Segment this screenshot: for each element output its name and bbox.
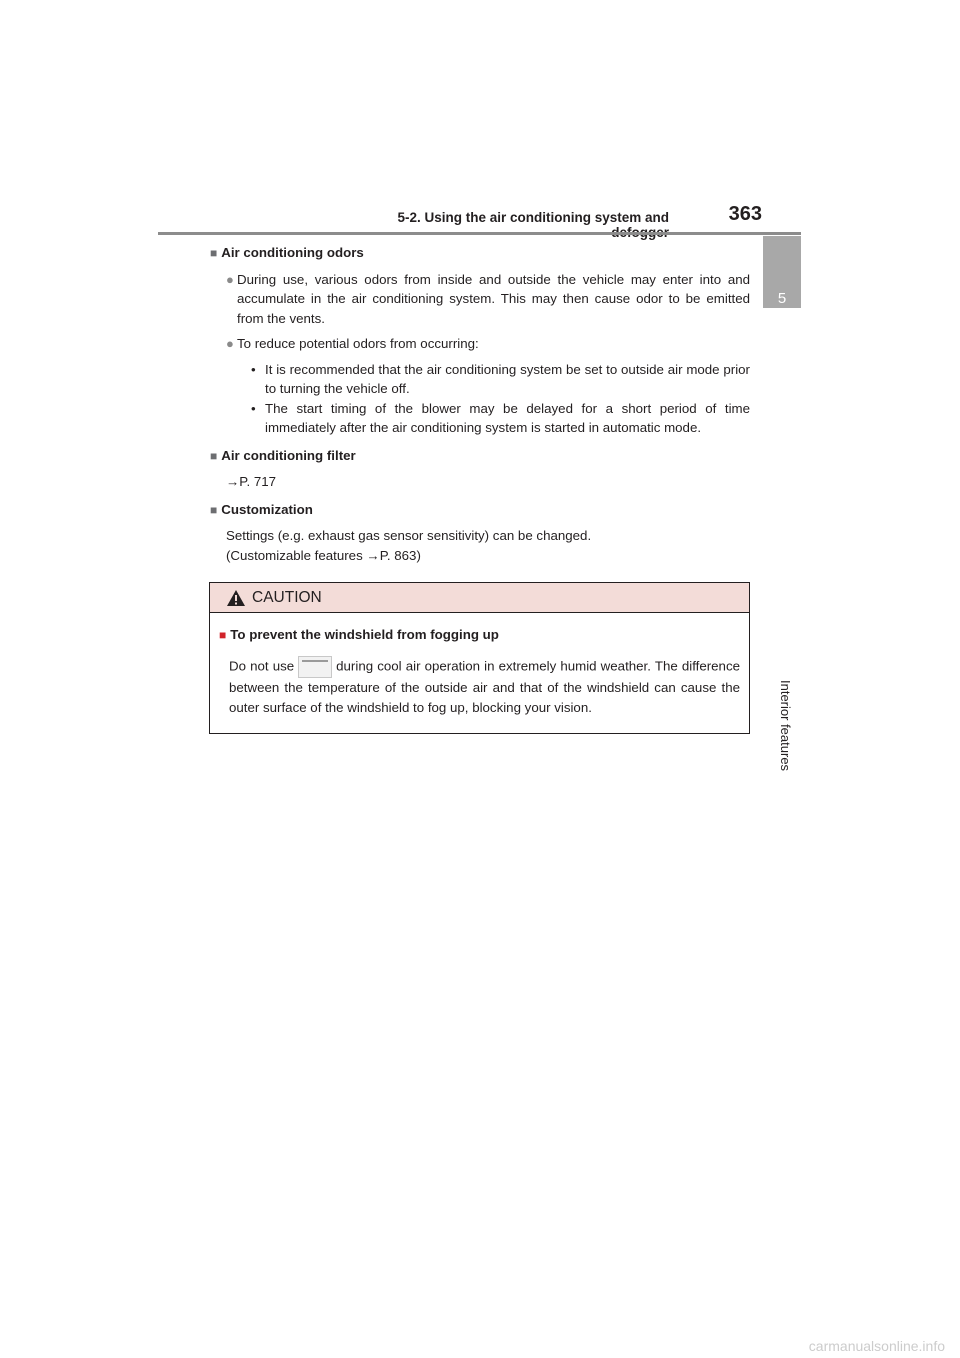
page-content <box>210 243 750 565</box>
sub-item-text: The start timing of the blower may be delayed for a short period of time immediately after the air conditioning system is started in automatic mode. <box>265 400 750 435</box>
page-reference-link[interactable]: →P. 717 <box>226 474 277 489</box>
heading-text: Air conditioning odors <box>221 245 364 260</box>
caution-text <box>229 656 740 719</box>
caution-header <box>210 583 749 613</box>
caution-body <box>210 613 749 719</box>
heading-text: Air conditioning filter <box>221 447 356 463</box>
small-dot-icon: • <box>251 400 256 416</box>
square-bullet-icon: ■ <box>210 448 218 463</box>
circle-bullet-icon: ● <box>226 336 234 351</box>
caution-subheading-text: To prevent the windshield from fogging up <box>230 627 499 642</box>
caution-text-after: during cool air operation in extremely humid weather. The difference between the temperature of the outside air and that of the windshield can cause the outer surface of the windshield to fog up, blocking your vision. <box>229 658 740 715</box>
chapter-number: 5 <box>777 290 787 307</box>
warning-triangle-icon <box>226 589 246 607</box>
square-bullet-icon: ■ <box>210 502 218 517</box>
list-item <box>226 270 750 329</box>
header-rule <box>158 232 801 235</box>
customization-text: Settings (e.g. exhaust gas sensor sensitivity) can be changed. <box>226 528 592 543</box>
list-item <box>226 334 750 354</box>
caution-box <box>209 582 750 734</box>
bullet-text: To reduce potential odors from occurring: <box>237 336 479 351</box>
heading-customization <box>210 500 750 521</box>
sub-list-item <box>251 360 750 399</box>
square-bullet-icon: ■ <box>210 246 218 260</box>
bullet-text: During use, various odors from inside and outside the vehicle may enter into and accumulate in the air conditioning system. This may then cause odor to be emitted from the vents. <box>237 271 750 326</box>
sub-list-item <box>251 399 750 438</box>
caution-subheading <box>219 625 740 646</box>
heading-odors <box>210 243 750 264</box>
chapter-label: Interior features <box>778 680 793 772</box>
section-title: 5-2. Using the air conditioning system and <box>397 210 669 225</box>
heading-text: Customization <box>221 501 313 517</box>
watermark: carmanualsonline.info <box>808 1338 945 1354</box>
caution-text-before: Do not use <box>229 658 295 674</box>
heading-filter <box>210 446 750 467</box>
sub-item-text: It is recommended that the air conditioning system be set to outside air mode prior to turning the vehicle off. <box>265 361 750 396</box>
red-square-icon: ■ <box>219 628 227 642</box>
page-number: 363 <box>728 203 762 225</box>
small-dot-icon: • <box>251 361 256 377</box>
defogger-button-icon <box>298 656 332 678</box>
caution-title: CAUTION <box>252 588 322 606</box>
customization-reference[interactable]: (Customizable features →P. 863) <box>226 547 421 563</box>
circle-bullet-icon: ● <box>226 271 234 287</box>
